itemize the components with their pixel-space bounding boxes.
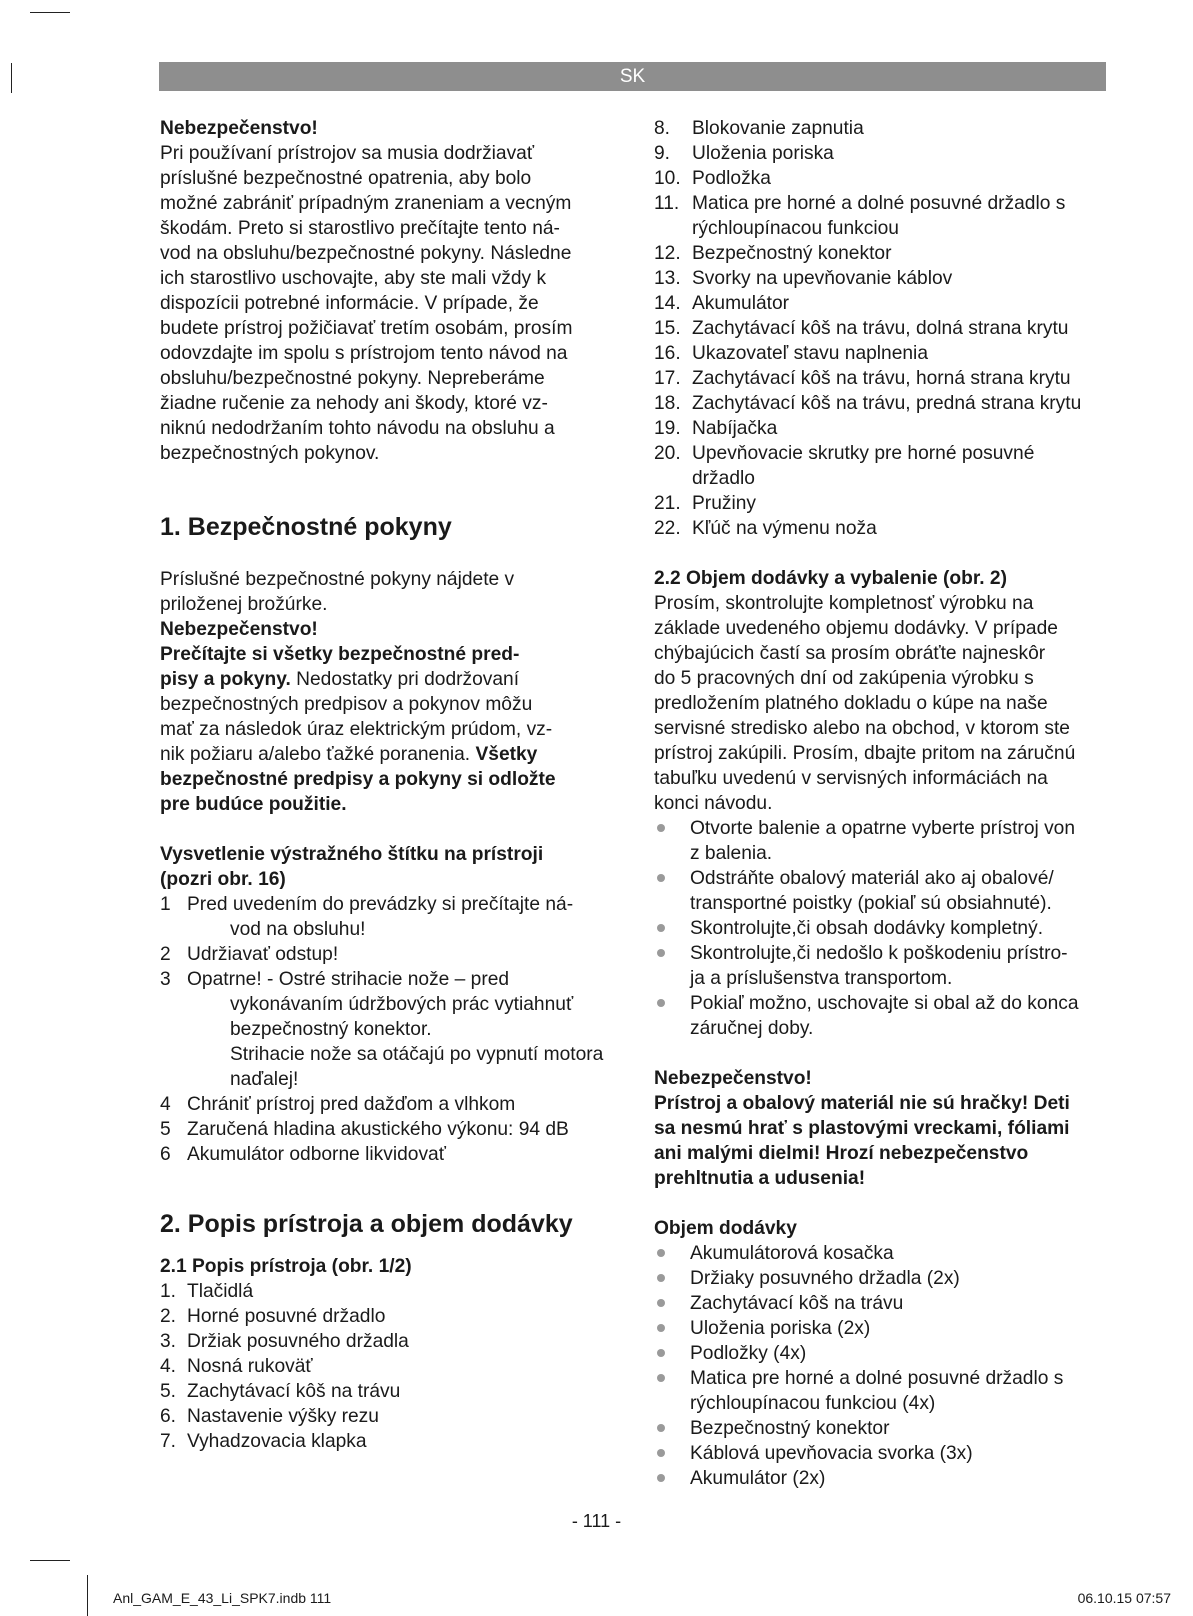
left-column	[160, 116, 615, 1454]
item-text: Matica pre horné a dolné posuvné držadlo s	[692, 193, 1066, 214]
list-item	[160, 1092, 615, 1117]
list-item	[654, 241, 1114, 266]
warning-bold-line: Prečítajte si všetky bezpečnostné pred-	[160, 644, 520, 665]
list-item	[160, 942, 615, 967]
danger-line: bezpečnostných pokynov.	[160, 443, 380, 464]
bullet-icon	[657, 1449, 665, 1457]
item-text: Bezpečnostný konektor	[692, 243, 892, 264]
warning-line: Nedostatky pri dodržovaní	[290, 669, 520, 690]
danger-heading: Nebezpečenstvo!	[160, 118, 318, 139]
bullet-icon	[657, 1424, 665, 1432]
item-text: Zachytávací kôš na trávu, horná strana krytu	[692, 368, 1071, 389]
item-number: 17.	[654, 368, 681, 389]
bullet-text: záručnej doby.	[690, 1018, 814, 1039]
list-item	[654, 416, 1114, 441]
warning-line: mať za následok úraz elektrickým prúdom, vz-	[160, 719, 553, 740]
item-text: Uloženia poriska	[692, 143, 834, 164]
bullet-item	[654, 816, 1114, 866]
section-1-heading: 1. Bezpečnostné pokyny	[160, 513, 452, 541]
item-number: 14.	[654, 293, 681, 314]
section-1-warning	[160, 642, 615, 817]
list-item	[654, 441, 1114, 491]
page-number: - 111 -	[571, 1511, 622, 1531]
bullet-item	[654, 941, 1114, 991]
intro-line: priloženej brožúrke.	[160, 594, 328, 615]
bullet-text: Akumulátor (2x)	[690, 1468, 826, 1489]
danger-line: škodám. Preto si starostlivo prečítajte tento ná-	[160, 218, 560, 239]
section-2-2-line: servisné stredisko alebo na obchod, v ktorom ste	[654, 718, 1070, 739]
item-number: 2.	[160, 1306, 177, 1327]
list-item	[160, 1279, 615, 1304]
danger-line: možné zabrániť prípadným zraneniam a vecným	[160, 193, 572, 214]
item-text: Držiak posuvného držadla	[187, 1331, 409, 1352]
item-number: 11.	[654, 193, 680, 214]
danger-line: vod na obsluhu/bezpečnostné pokyny. Následne	[160, 243, 572, 264]
item-text: vod na obsluhu!	[230, 919, 366, 940]
item-number: 5	[160, 1119, 171, 1140]
item-number: 1	[160, 894, 171, 915]
section-1-danger: Nebezpečenstvo!	[160, 619, 318, 640]
list-item	[160, 1142, 615, 1167]
list-item	[654, 366, 1114, 391]
list-item	[654, 291, 1114, 316]
language-code: SK	[619, 66, 646, 87]
item-text: Pružiny	[692, 493, 756, 514]
bullet-item	[654, 1291, 1114, 1316]
item-text: rýchloupínacou funkciou	[692, 218, 899, 239]
item-text: Horné posuvné držadlo	[187, 1306, 386, 1327]
bullet-icon	[657, 1274, 665, 1282]
section-2-2-line: predložením platného dokladu o kúpe na naše	[654, 693, 1048, 714]
item-text: Podložka	[692, 168, 771, 189]
item-text: Pred uvedením do prevádzky si prečítajte ná-	[187, 894, 574, 915]
crop-mark-top	[30, 12, 70, 13]
item-number: 4	[160, 1094, 171, 1115]
bullet-item	[654, 1266, 1114, 1291]
bullet-icon	[657, 949, 665, 957]
list-item	[654, 166, 1114, 191]
danger-line: budete prístroj požičiavať tretím osobám, prosím	[160, 318, 573, 339]
parts-list-left	[160, 1279, 615, 1454]
item-text: Opatrne! - Ostré strihacie nože – pred	[187, 969, 510, 990]
danger-line: niknú nedodržaním tohto návodu na obsluhu a	[160, 418, 555, 439]
crop-mark-left-bottom	[87, 1575, 88, 1616]
section-2-heading: 2. Popis prístroja a objem dodávky	[160, 1210, 573, 1238]
bullet-text: Káblová upevňovacia svorka (3x)	[690, 1443, 973, 1464]
bullet-icon	[657, 874, 665, 882]
section-2-2-line: Prosím, skontrolujte kompletnosť výrobku na	[654, 593, 1034, 614]
footer-filename: Anl_GAM_E_43_Li_SPK7.indb 111	[113, 1590, 332, 1606]
item-number: 15.	[654, 318, 681, 339]
bullet-item	[654, 1441, 1114, 1466]
item-number: 22.	[654, 518, 681, 539]
danger-2-heading: Nebezpečenstvo!	[654, 1068, 812, 1089]
list-item	[654, 391, 1114, 416]
list-item	[654, 341, 1114, 366]
bullet-text: Akumulátorová kosačka	[690, 1243, 894, 1264]
item-number: 2	[160, 944, 171, 965]
right-column	[654, 116, 1114, 1491]
parts-list-right	[654, 116, 1114, 541]
bullet-text: Skontrolujte,či obsah dodávky kompletný.	[690, 918, 1044, 939]
danger-line: obsluhu/bezpečnostné pokyny. Nepreberáme	[160, 368, 545, 389]
list-item	[160, 967, 615, 1092]
section-2-2-line: prístroj zakúpili. Prosím, dbajte pritom na záručnú	[654, 743, 1076, 764]
section-2-2-heading: 2.2 Objem dodávky a vybalenie (obr. 2)	[654, 568, 1007, 589]
danger-line: príslušné bezpečnostné opatrenia, aby bolo	[160, 168, 532, 189]
section-2-2-line: do 5 pracovných dní od zakúpenia výrobku s	[654, 668, 1034, 689]
heading-line: Vysvetlenie výstražného štítku na prístroji	[160, 844, 544, 865]
item-number: 3	[160, 969, 171, 990]
section-2-2-line: chýbajúcich častí sa prosím obráťte najneskôr	[654, 643, 1046, 664]
item-number: 10.	[654, 168, 681, 189]
item-text: Nastavenie výšky rezu	[187, 1406, 379, 1427]
bullet-item	[654, 1466, 1114, 1491]
item-number: 1.	[160, 1281, 177, 1302]
item-text: držadlo	[692, 468, 755, 489]
item-text: Svorky na upevňovanie káblov	[692, 268, 953, 289]
bullet-icon	[657, 1299, 665, 1307]
item-number: 6	[160, 1144, 171, 1165]
list-item	[160, 892, 615, 942]
bullet-item	[654, 1416, 1114, 1441]
item-text: Zaručená hladina akustického výkonu: 94 dB	[187, 1119, 569, 1140]
bullet-item	[654, 991, 1114, 1041]
item-number: 5.	[160, 1381, 177, 1402]
danger-2-line: ani malými dielmi! Hrozí nebezpečenstvo	[654, 1143, 1029, 1164]
item-text: Zachytávací kôš na trávu, dolná strana krytu	[692, 318, 1069, 339]
item-text: Vyhadzovacia klapka	[187, 1431, 367, 1452]
scope-bullet-list	[654, 1241, 1114, 1491]
item-number: 16.	[654, 343, 681, 364]
item-text: Nosná rukoväť	[187, 1356, 313, 1377]
section-2-1-heading: 2.1 Popis prístroja (obr. 1/2)	[160, 1256, 412, 1277]
bullet-text: Držiaky posuvného držadla (2x)	[690, 1268, 960, 1289]
warning-label-list	[160, 892, 615, 1167]
danger-line: žiadne ručenie za nehody ani škody, ktoré vz-	[160, 393, 548, 414]
danger-line: Pri používaní prístrojov sa musia dodržiavať	[160, 143, 535, 164]
warning-bold-line: pre budúce použitie.	[160, 794, 347, 815]
bullet-text: Matica pre horné a dolné posuvné držadlo s	[690, 1368, 1064, 1389]
item-text: Kľúč na výmenu noža	[692, 518, 877, 539]
list-item	[160, 1329, 615, 1354]
warning-line: bezpečnostných predpisov a pokynov môžu	[160, 694, 533, 715]
bullet-icon	[657, 1374, 665, 1382]
item-number: 12.	[654, 243, 681, 264]
item-text: Akumulátor	[692, 293, 790, 314]
item-number: 8.	[654, 118, 671, 139]
danger-2-line: sa nesmú hrať s plastovými vreckami, fóliami	[654, 1118, 1070, 1139]
bullet-text: transportné poistky (pokiaľ sú obsiahnuté).	[690, 893, 1052, 914]
list-item	[160, 1304, 615, 1329]
warning-line: nik požiaru a/alebo ťažké poranenia.	[160, 744, 471, 765]
warning-bold-line: Všetky	[470, 744, 538, 765]
item-text: vykonávaním údržbových prác vytiahnuť	[230, 994, 574, 1015]
list-item	[160, 1429, 615, 1454]
bullet-item	[654, 1316, 1114, 1341]
bullet-icon	[657, 1349, 665, 1357]
item-text: Nabíjačka	[692, 418, 778, 439]
bullet-text: Skontrolujte,či nedošlo k poškodeniu prístro-	[690, 943, 1068, 964]
item-number: 9.	[654, 143, 671, 164]
bullet-text: Bezpečnostný konektor	[690, 1418, 890, 1439]
danger-line: odovzdajte im spolu s prístrojom tento návod na	[160, 343, 568, 364]
list-item	[160, 1117, 615, 1142]
item-text: bezpečnostný konektor.	[230, 1019, 432, 1040]
bullet-item	[654, 866, 1114, 916]
language-header-bar	[159, 62, 1106, 91]
item-text: Zachytávací kôš na trávu	[187, 1381, 401, 1402]
item-number: 3.	[160, 1331, 177, 1352]
list-item	[654, 266, 1114, 291]
warning-bold-line: pisy a pokyny.	[160, 669, 291, 690]
danger-paragraph	[160, 141, 615, 466]
item-number: 21.	[654, 493, 681, 514]
item-number: 4.	[160, 1356, 177, 1377]
bullet-text: z balenia.	[690, 843, 773, 864]
item-number: 6.	[160, 1406, 177, 1427]
item-text: Strihacie nože sa otáčajú po vypnutí motora	[230, 1044, 604, 1065]
intro-line: Príslušné bezpečnostné pokyny nájdete v	[160, 569, 515, 590]
crop-mark-bottom	[30, 1560, 70, 1561]
section-2-2-paragraph	[654, 591, 1114, 816]
list-item	[654, 116, 1114, 141]
item-text: Ukazovateľ stavu naplnenia	[692, 343, 928, 364]
bullet-text: Podložky (4x)	[690, 1343, 807, 1364]
item-text: Akumulátor odborne likvidovať	[187, 1144, 446, 1165]
list-item	[654, 316, 1114, 341]
list-item	[654, 141, 1114, 166]
bullet-text: Otvorte balenie a opatrne vyberte prístroj von	[690, 818, 1076, 839]
heading-line: (pozri obr. 16)	[160, 869, 286, 890]
bullet-text: Uloženia poriska (2x)	[690, 1318, 871, 1339]
bullet-text: Odstráňte obalový materiál ako aj obalové/	[690, 868, 1054, 889]
bullet-text: Pokiaľ možno, uschovajte si obal až do konca	[690, 993, 1079, 1014]
section-2-2-line: základe uvedeného objemu dodávky. V prípade	[654, 618, 1058, 639]
label-explanation-heading	[160, 842, 615, 892]
list-item	[654, 516, 1114, 541]
section-1-intro	[160, 567, 615, 617]
bullet-icon	[657, 1324, 665, 1332]
section-2-2-line: konci návodu.	[654, 793, 773, 814]
bullet-icon	[657, 999, 665, 1007]
item-text: Upevňovacie skrutky pre horné posuvné	[692, 443, 1035, 464]
bullet-icon	[657, 1474, 665, 1482]
scope-of-delivery-heading: Objem dodávky	[654, 1218, 797, 1239]
bullet-text: ja a príslušenstva transportom.	[690, 968, 953, 989]
list-item	[160, 1354, 615, 1379]
item-text: Udržiavať odstup!	[187, 944, 339, 965]
danger-2-paragraph	[654, 1091, 1114, 1191]
list-item	[160, 1404, 615, 1429]
danger-2-line: prehltnutia a udusenia!	[654, 1168, 866, 1189]
bullet-item	[654, 1341, 1114, 1366]
list-item	[654, 491, 1114, 516]
item-text: naďalej!	[230, 1069, 299, 1090]
danger-2-line: Prístroj a obalový materiál nie sú hračky! Deti	[654, 1093, 1070, 1114]
bullet-text: rýchloupínacou funkciou (4x)	[690, 1393, 936, 1414]
item-number: 7.	[160, 1431, 177, 1452]
crop-mark-left-top	[11, 63, 12, 93]
list-item	[160, 1379, 615, 1404]
footer-date: 06.10.15 07:57	[1077, 1590, 1171, 1606]
item-text: Tlačidlá	[187, 1281, 254, 1302]
item-text: Zachytávací kôš na trávu, predná strana krytu	[692, 393, 1082, 414]
danger-line: dispozícii potrebné informácie. V prípade, že	[160, 293, 539, 314]
bullet-item	[654, 1366, 1114, 1416]
unpack-bullet-list	[654, 816, 1114, 1041]
warning-bold-line: bezpečnostné predpisy a pokyny si odložte	[160, 769, 556, 790]
item-number: 19.	[654, 418, 681, 439]
list-item	[654, 191, 1114, 241]
bullet-text: Zachytávací kôš na trávu	[690, 1293, 904, 1314]
danger-line: ich starostlivo uschovajte, aby ste mali vždy k	[160, 268, 547, 289]
item-text: Chrániť prístroj pred dažďom a vlhkom	[187, 1094, 516, 1115]
bullet-icon	[657, 824, 665, 832]
bullet-item	[654, 1241, 1114, 1266]
item-number: 18.	[654, 393, 681, 414]
section-2-2-line: tabuľku uvedenú v servisných informáciách na	[654, 768, 1048, 789]
bullet-icon	[657, 924, 665, 932]
bullet-icon	[657, 1249, 665, 1257]
bullet-item	[654, 916, 1114, 941]
item-number: 13.	[654, 268, 681, 289]
item-number: 20.	[654, 443, 681, 464]
item-text: Blokovanie zapnutia	[692, 118, 864, 139]
